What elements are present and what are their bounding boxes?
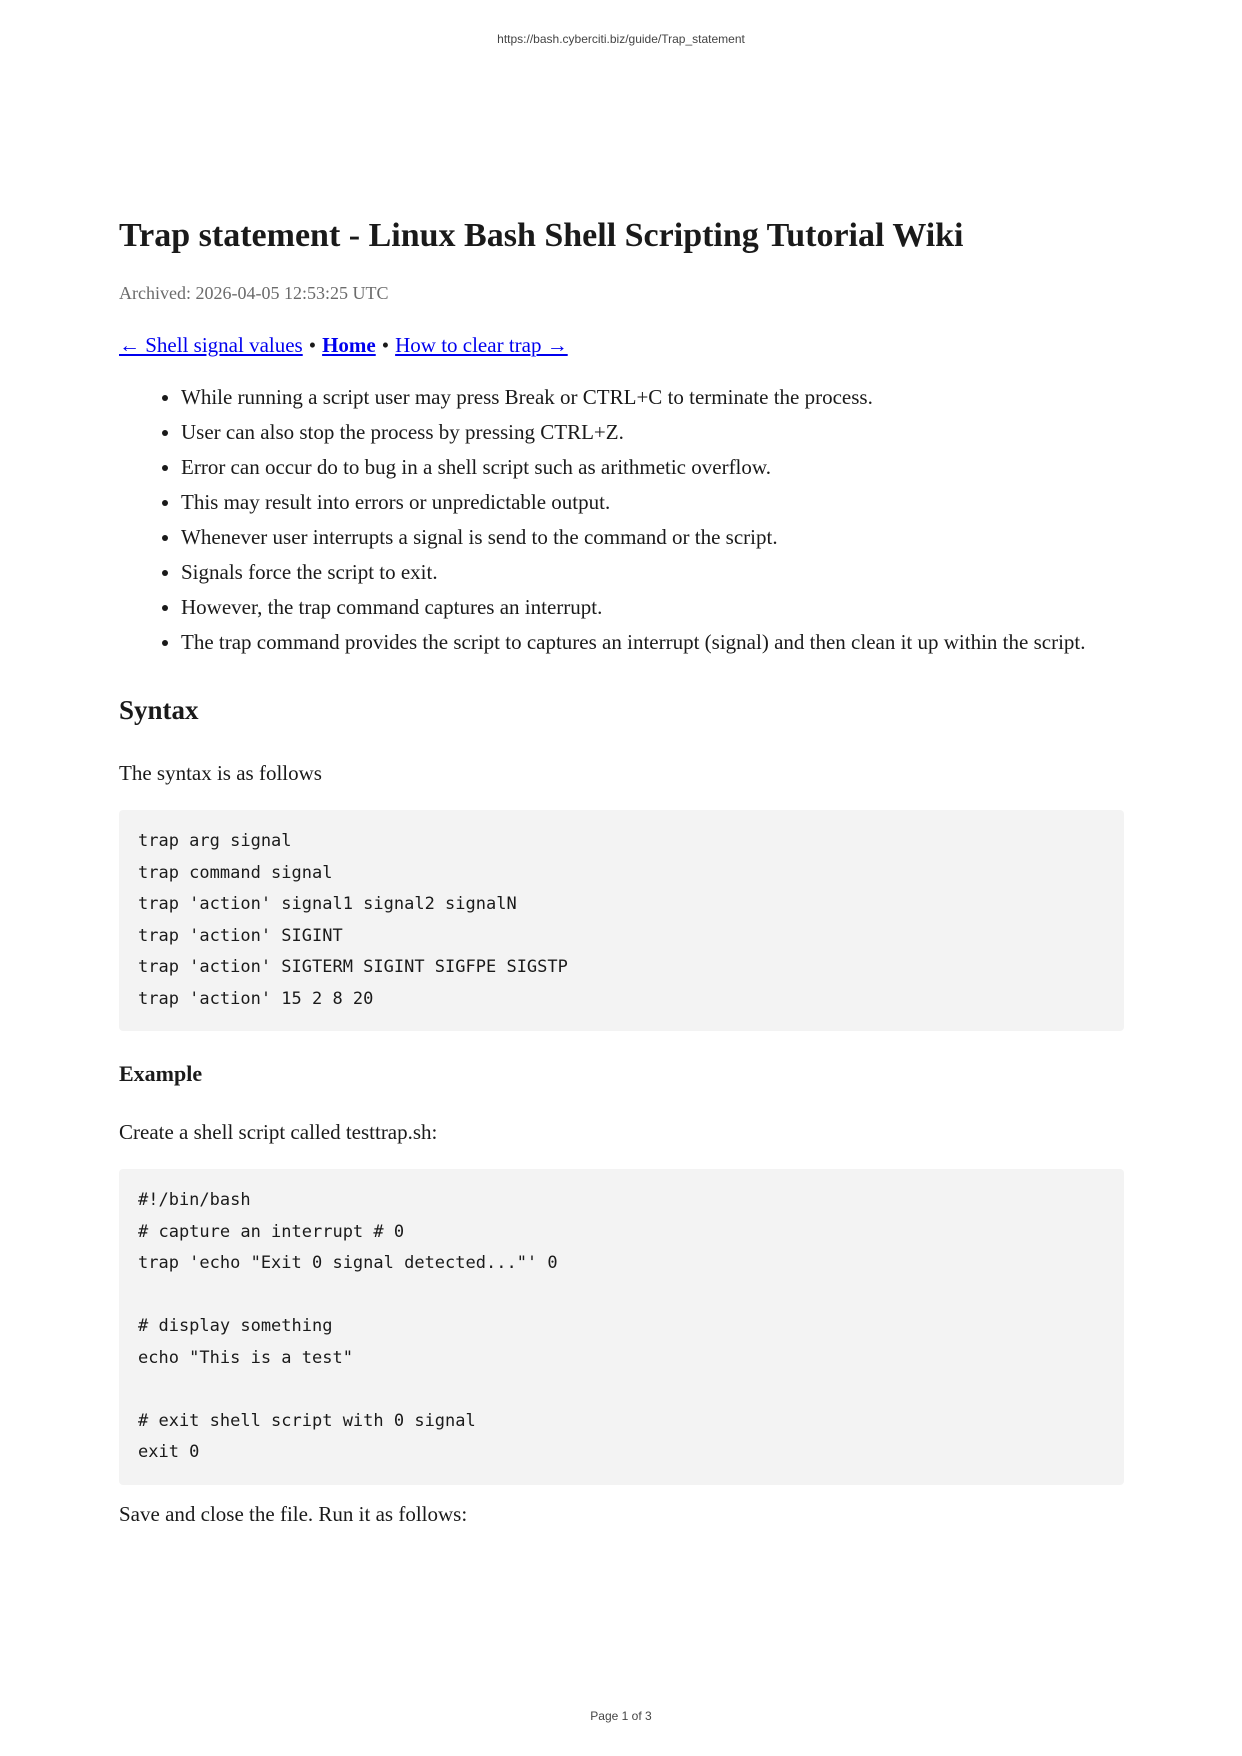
code-line: # exit shell script with 0 signal <box>138 1410 476 1431</box>
article <box>119 206 1124 1529</box>
page-number: Page 1 of 3 <box>590 1709 652 1723</box>
code-line: trap arg signal <box>138 831 292 851</box>
code-line: trap 'echo "Exit 0 signal detected..."' 0 <box>138 1253 558 1273</box>
list-item: • User can also stop the process by pressing CTRL+Z. <box>181 415 1124 450</box>
archived-timestamp: Archived: 2026-04-05 12:53:25 UTC <box>119 283 389 303</box>
syntax-intro: The syntax is as follows <box>119 761 322 785</box>
code-line: trap 'action' signal1 signal2 signalN <box>138 894 517 914</box>
syntax-code-block <box>119 810 1124 1031</box>
example-heading: Example <box>119 1061 203 1086</box>
code-line: trap command signal <box>138 862 333 883</box>
code-line <box>138 1280 1105 1312</box>
list-item: • This may result into errors or unpredictable output. <box>181 485 1124 520</box>
after-example-text: Save and close the file. Run it as follows: <box>119 1501 468 1526</box>
nav-separator: • <box>381 333 390 357</box>
example-code-block <box>119 1169 1124 1485</box>
list-item: • The trap command provides the script to captures an interrupt (signal) and then clean it up within the script. <box>181 625 1124 660</box>
page-url: https://bash.cyberciti.biz/guide/Trap_statement <box>497 32 745 46</box>
list-item: • While running a script user may press Break or CTRL+C to terminate the process. <box>181 380 1124 415</box>
list-item: • Error can occur do to bug in a shell script such as arithmetic overflow. <box>181 450 1124 485</box>
list-item: • However, the trap command captures an interrupt. <box>181 590 1124 625</box>
list-item: • Whenever user interrupts a signal is send to the command or the script. <box>181 520 1124 555</box>
list-item: • Signals force the script to exit. <box>181 555 1124 590</box>
code-line <box>138 1374 1105 1406</box>
nav-separator: • <box>308 333 317 357</box>
prev-page-link[interactable]: ← Shell signal values <box>119 333 303 357</box>
code-line: #!/bin/bash <box>138 1190 251 1210</box>
code-line: trap 'action' SIGINT <box>138 925 343 946</box>
code-line: # capture an interrupt # 0 <box>138 1221 405 1242</box>
intro-list <box>119 380 1124 660</box>
code-line: # display something <box>138 1316 333 1336</box>
code-line: trap 'action' 15 2 8 20 <box>138 988 374 1009</box>
example-intro: Create a shell script called testtrap.sh: <box>119 1120 438 1144</box>
code-line: exit 0 <box>138 1442 200 1462</box>
home-link[interactable]: Home <box>322 333 376 357</box>
page-title: Trap statement - Linux Bash Shell Scripting Tutorial Wiki <box>119 217 964 254</box>
code-line: trap 'action' SIGTERM SIGINT SIGFPE SIGSTP <box>138 957 568 977</box>
next-page-link[interactable]: How to clear trap → <box>395 333 568 357</box>
breadcrumb-nav <box>119 330 1124 360</box>
code-line: echo "This is a test" <box>138 1347 353 1368</box>
syntax-heading: Syntax <box>119 695 199 725</box>
